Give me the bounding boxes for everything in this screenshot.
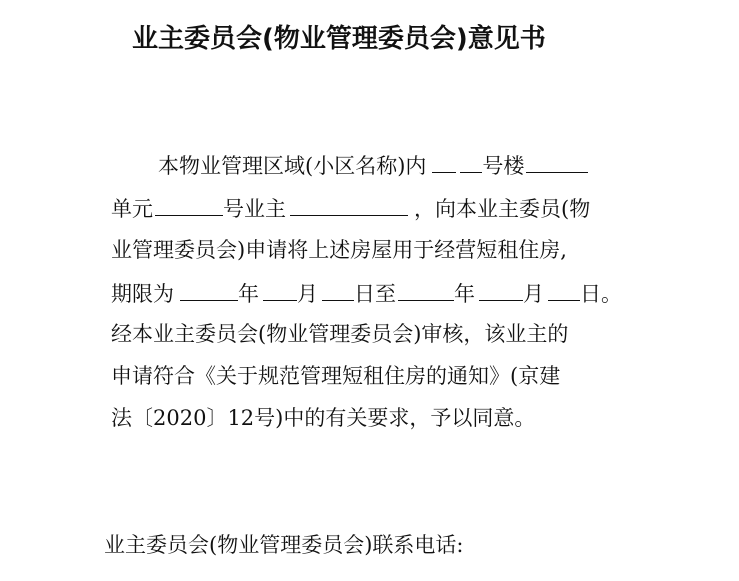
text-segment: 月 <box>523 282 544 306</box>
paragraph-line-1 <box>158 152 588 179</box>
text-segment: 期限为 <box>111 282 174 306</box>
paragraph-line-4 <box>111 280 622 307</box>
text-segment: 本物业管理区域(小区名称)内 <box>158 154 427 178</box>
text-segment: 年 <box>238 282 259 306</box>
blank-field-building-number <box>460 152 482 173</box>
text-segment: 日至 <box>354 282 396 306</box>
contact-phone-label: 业主委员会(物业管理委员会)联系电话: <box>104 533 464 557</box>
paragraph-line-6: 申请符合《关于规范管理短租住房的通知》(京建 <box>111 364 561 388</box>
text-segment: ，向本业主委员(物 <box>414 197 591 221</box>
blank-field-start-month <box>263 280 297 301</box>
blank-field-start-year <box>180 280 238 301</box>
blank-field-end-month <box>479 280 523 301</box>
text-segment: 号业主 <box>223 197 286 221</box>
blank-field-owner-name <box>290 195 408 216</box>
paragraph-line-3: 业管理委员会)申请将上述房屋用于经营短租住房, <box>111 238 567 262</box>
text-segment: 年 <box>454 282 475 306</box>
text-segment: 单元 <box>111 197 153 221</box>
text-segment: 日。 <box>580 282 622 306</box>
blank-field-end-day <box>548 280 580 301</box>
document-title: 业主委员会(物业管理委员会)意见书 <box>132 24 546 54</box>
blank-field-start-day <box>322 280 354 301</box>
paragraph-line-7: 法〔2020〕12号)中的有关要求，予以同意。 <box>111 406 536 430</box>
blank-field-unit-number <box>526 152 588 173</box>
blank-field-end-year <box>398 280 454 301</box>
text-segment: 月 <box>297 282 318 306</box>
paragraph-line-2 <box>111 195 590 222</box>
text-segment: 号楼 <box>482 154 525 178</box>
paragraph-line-5: 经本业主委员会(物业管理委员会)审核，该业主的 <box>111 322 569 346</box>
blank-field-room-number <box>155 195 223 216</box>
blank-field-building-prefix <box>432 152 456 173</box>
